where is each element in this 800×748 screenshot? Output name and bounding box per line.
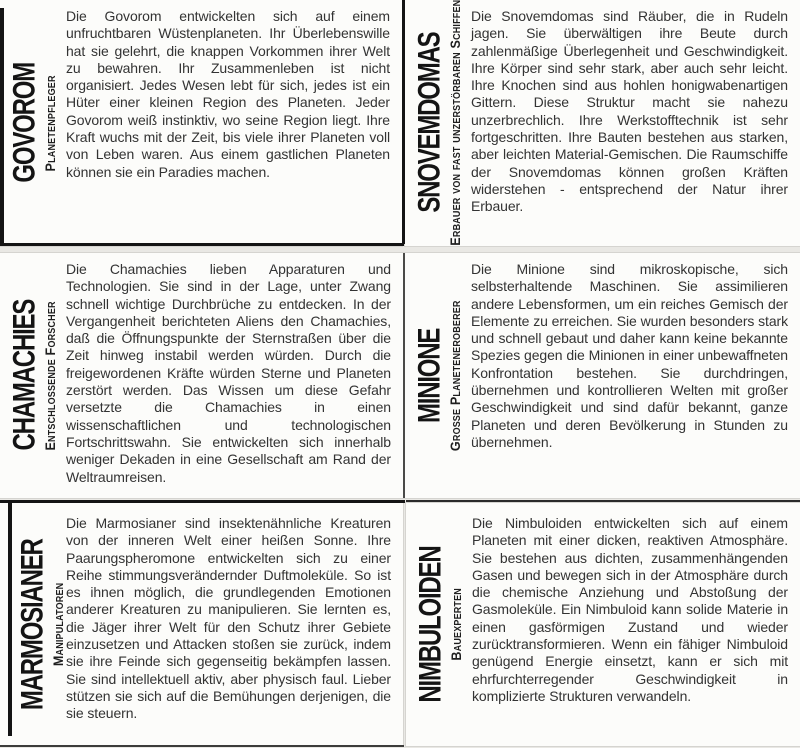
alien-card-nimbuloiden bbox=[406, 503, 800, 746]
card-spine bbox=[412, 253, 463, 498]
card-description: Die Chamachies lieben Apparaturen und Technologien. Sie sind in der Lage, unter Zwang schnell wichtige Durchbrüche zu entdecken. In der Vergangenheit berichteten Aliens den Chamachies, daß die Öffnungspunkte der Sternstraßen über die Zeit hinweg instabil werden würden. Durch die freigewordenen Kräfte würden Sterne und Planeten zerstört werden. Das Wissen um diese Gefahr versetzte die Chamachies in einen wissenschaftlichen und technologischen Fortschrittswahn. Sie entwickelten sich innerhalb weniger Dekaden in eine Gesellschaft am Rand der Weltraumreisen. bbox=[66, 261, 391, 485]
card-subtitle: Manipulatoren bbox=[50, 582, 66, 667]
card-description: Die Snovemdomas sind Räuber, die in Rudeln jagen. Sie überwältigen ihre Beute durch zahlenmäßige Überlegenheit und Geschwindigkeit. Ihre Körper sind sehr stark, aber auch sehr leicht. Ihre Knochen sind aus hohlen honigwabenartigen Gittern. Diese Struktur macht sie nahezu unzerbrechlich. Ihre Werkstofftechnik ist sehr fortgeschritten. Ihre Bauten bestehen aus starken, aber leichten Material-Gemischen. Die Raumschiffe der Snovemdomas können großen Kräften widerstehen - entsprechend der Natur ihrer Erbauer. bbox=[471, 8, 788, 215]
card-title: CHAMACHIES bbox=[7, 300, 42, 451]
card-title: MARMOSIANER bbox=[15, 539, 50, 710]
card-spine bbox=[7, 0, 58, 246]
card-spine bbox=[413, 503, 464, 746]
card-spine bbox=[7, 253, 58, 498]
cut-line-middle-divider bbox=[403, 253, 405, 498]
cut-line-bottomleft-bottom bbox=[0, 745, 404, 747]
card-subtitle: Bauexperten bbox=[448, 588, 464, 661]
alien-card-marmosianer bbox=[0, 503, 403, 746]
card-title: SNOVEMDOMAS bbox=[412, 32, 447, 214]
card-subtitle: Erbauer von fast unzerstörbaren Schiffen bbox=[447, 0, 463, 247]
alien-card-chamachies bbox=[0, 253, 403, 498]
card-description: Die Govorom entwickelten sich auf einem unfruchtbaren Wüstenplaneten. Ihr Überlebenswille hat sie gelehrt, die knappen Vorkommen ihrer Welt zu bewahren. Ihr Zusammenleben ist nicht organisiert. Jedes Wesen lebt für sich, jedes ist ein Hüter einer kleinen Region des Planeten. Jeder Govorom weiß instinktiv, wo seine Region liegt. Ihre Kraft wuchs mit der Zeit, bis viele ihrer Planeten voll von Leben waren. Aus einem gastlichen Planeten können sie ein Paradies machen. bbox=[66, 8, 390, 180]
cut-line-bottomleft-top bbox=[0, 500, 405, 503]
card-description: Die Marmosianer sind insektenähnliche Kreaturen von der inneren Welt einer heißen Sonne. Ihre Paarungspheromone entwickelten sich zu einer Reihe stimmungsverändernder Duftmoleküle. So ist es ihnen möglich, die grundlegenden Emotionen anderer Kreaturen zu manipulieren. Sie lernten es, die Jäger ihrer Welt für den Schutz ihrer Gebiete einzusetzen und Attacken stoßen sie zurück, indem sie ihre Feinde sich gegenseitig bekämpfen lassen. Sie sind intellektuell aktiv, aber physisch faul. Lieber stützen sie sich auf die Bemühungen derjenigen, die sie steuern. bbox=[66, 515, 391, 722]
cut-line-topleft-left bbox=[0, 8, 4, 244]
card-title: GOVOROM bbox=[7, 63, 42, 183]
card-spine bbox=[15, 503, 66, 746]
alien-card-minione bbox=[405, 253, 800, 498]
card-subtitle: Große Planeteneroberer bbox=[447, 300, 463, 451]
cut-line-topright-left bbox=[402, 0, 405, 244]
cut-line-topleft-bottom bbox=[0, 243, 404, 246]
card-subtitle: Entschlossende Forscher bbox=[42, 300, 58, 451]
cut-line-bottomleft-left bbox=[8, 503, 12, 736]
cut-line-bottomright-top bbox=[406, 500, 800, 502]
alien-card-govorom bbox=[0, 0, 402, 246]
card-title: NIMBULOIDEN bbox=[413, 546, 448, 703]
card-description: Die Minione sind mikroskopische, sich selbsterhaltende Maschinen. Sie assimilieren andere Lebensformen, um ein reiches Gemisch der Elemente zu erreichen. Sie wurden besonders stark und schnell gebaut und daher kann keine bekannte Spezies gegen die Minionen in einer unbewaffneten Konfrontation bestehen. Sie durchdringen, übernehmen und kontrollieren Welten mit großer Geschwindigkeit und sind dafür bekannt, ganze Planeten und deren Bevölkerung in Stunden zu übernehmen. bbox=[471, 261, 788, 450]
card-title: MINIONE bbox=[412, 328, 447, 423]
card-subtitle: Planetenpfleger bbox=[42, 74, 58, 172]
alien-card-snovemdomas bbox=[405, 0, 800, 246]
card-description: Die Nimbuloiden entwickelten sich auf einem Planeten mit einer dicken, reaktiven Atmosphäre. Sie bestehen aus dichten, zusammenhängenden Gasen und bewegen sich in der Atmosphäre durch die chemische Anziehung und Abstoßung der Gasmoleküle. Ein Nimbuloid kann solide Materie in einen gasförmigen Zustand und wieder zurücktransformieren. Wenn ein fähiger Nimbuloid genügend Energie einsetzt, kann er sich mit ehrfurchterregender Geschwindigkeit in komplizierte Strukturen verwandeln. bbox=[472, 515, 788, 704]
card-spine bbox=[412, 0, 463, 247]
